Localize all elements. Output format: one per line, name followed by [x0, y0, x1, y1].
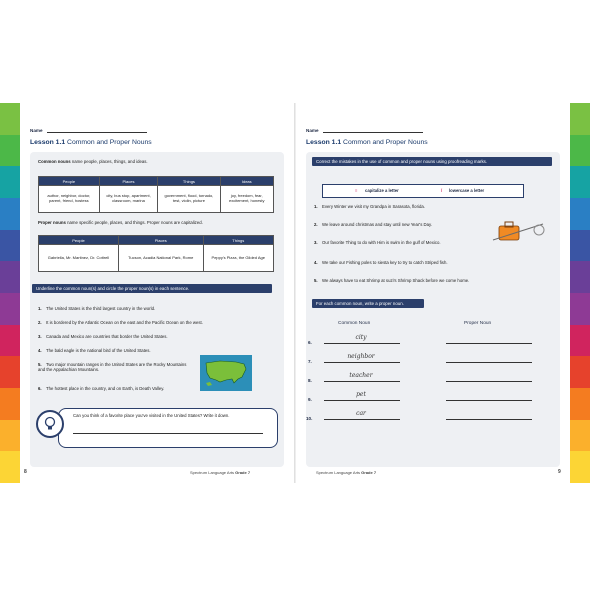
table-cell: joy, freedom, fear, excitement, honesty	[220, 186, 273, 213]
instruction-banner: Underline the common noun(s) and circle the proper noun(s) in each sentence.	[32, 284, 272, 293]
exercise-item: 2. It is bordered by the Atlantic Ocean on the east and the Pacific Ocean on the west.	[38, 320, 203, 325]
right-page	[296, 103, 570, 483]
table-cell: Gabriella, Mr. Martinez, Dr. Cottrell	[39, 245, 119, 272]
table-cell: city, bus stop, apartment, classroom, marina	[99, 186, 158, 213]
table-header: Ideas	[220, 177, 273, 186]
proper-noun-answer-line[interactable]	[446, 343, 532, 344]
lightbulb-icon	[36, 410, 64, 438]
name-label: Name	[306, 128, 423, 133]
common-noun-line	[324, 362, 400, 363]
common-noun-word: teacher	[349, 372, 373, 379]
instruction-banner: Correct the mistakes in the use of common and proper nouns using proofreading marks.	[312, 157, 552, 166]
table-cell: Tucson, Acadia National Park, Rome	[118, 245, 203, 272]
row-number: 6.	[308, 340, 312, 345]
proper-noun-table	[38, 235, 274, 272]
exercise-item: 5. We always have to eat Shrimp at suzi's Shrimp Shack before we come home.	[314, 278, 470, 283]
lowercase-mark-label: lowercase a letter	[449, 188, 485, 193]
answer-line[interactable]	[73, 433, 263, 434]
proper-noun-answer-line[interactable]	[446, 419, 532, 420]
common-noun-line	[324, 400, 400, 401]
common-noun-word: city	[355, 334, 367, 341]
exercise-item: 6. The hottest place in the country, and on Earth, is Death Valley.	[38, 386, 165, 391]
lesson-title: Lesson 1.1 Common and Proper Nouns	[30, 139, 152, 146]
table-cell: Peppy's Pizza, the Gilded Age	[203, 245, 273, 272]
exercise-item: 1. Every Winter we visit my Grandpa in Sarasota, florida.	[314, 204, 425, 209]
capitalize-mark-icon: ≡	[355, 188, 358, 193]
common-noun-line	[324, 381, 400, 382]
table-header: Places	[99, 177, 158, 186]
left-color-strip	[0, 103, 20, 483]
table-header: People	[39, 236, 119, 245]
exercise-item: 4. The bald eagle is the national bird of the United States.	[38, 348, 151, 353]
table-header: People	[39, 177, 100, 186]
proper-noun-answer-line[interactable]	[446, 400, 532, 401]
common-noun-line	[324, 343, 400, 344]
footer-left: Spectrum Language Arts Grade 7	[190, 470, 251, 475]
exercise-item: 1. The United States is the third largest country in the world.	[38, 306, 156, 311]
column-header-proper: Proper Noun	[464, 321, 492, 326]
table-cell: author, neighbor, doctor, parent, friend, hostess	[39, 186, 100, 213]
common-noun-word: pet	[356, 391, 366, 398]
prompt-text: Can you think of a favorite place you've visited in the United States? Write it down.	[73, 413, 230, 418]
page-number-left: 8	[24, 469, 27, 475]
lesson-title: Lesson 1.1 Common and Proper Nouns	[306, 139, 428, 146]
left-page	[20, 103, 294, 483]
common-noun-line	[324, 419, 400, 420]
exercise-item: 3. Our favorite Thing to do with Him is swim in the gulf of Mexico.	[314, 240, 441, 245]
proper-noun-answer-line[interactable]	[446, 362, 532, 363]
common-noun-word: car	[356, 410, 366, 417]
right-color-strip	[570, 103, 590, 483]
fishing-gear-image	[491, 216, 551, 246]
exercise-item: 3. Canada and Mexico are countries that border the United States.	[38, 334, 168, 339]
proper-noun-answer-line[interactable]	[446, 381, 532, 382]
exercise-item: 5. Two major mountain ranges in the United States are the Rocky Mountains and the Appalachian Mountains.	[38, 362, 187, 373]
instruction-banner-2: For each common noun, write a proper noun.	[312, 299, 424, 308]
prompt-box	[58, 408, 278, 448]
page-number-right: 9	[558, 469, 561, 475]
table-cell: government, flood, tornado, test, violin, picture	[158, 186, 220, 213]
us-map-image	[200, 355, 252, 391]
proper-noun-definition: Proper nouns name specific people, places, and things. Proper nouns are capitalized.	[38, 220, 203, 225]
exercise-item: 2. We leave around christmas and stay until new Year's Day.	[314, 222, 433, 227]
table-header: Places	[118, 236, 203, 245]
column-header-common: Common Noun	[338, 321, 371, 326]
footer-right: Spectrum Language Arts Grade 7	[316, 470, 377, 475]
lowercase-mark-icon: /	[441, 188, 443, 193]
exercise-item: 4. We take our Fishing poles to siesta key to try to catch Striped fish.	[314, 260, 448, 265]
name-line[interactable]	[47, 132, 147, 133]
name-line[interactable]	[323, 132, 423, 133]
common-noun-word: neighbor	[347, 353, 375, 360]
table-header: Things	[203, 236, 273, 245]
capitalize-mark-label: capitalize a letter	[365, 188, 399, 193]
row-number: 10.	[306, 416, 313, 421]
proofreading-marks-key	[322, 184, 524, 198]
common-noun-definition: Common nouns name people, places, things, and ideas.	[38, 159, 148, 164]
name-label: Name	[30, 128, 147, 133]
row-number: 9.	[308, 397, 312, 402]
common-noun-table	[38, 176, 274, 213]
row-number: 8.	[308, 378, 312, 383]
row-number: 7.	[308, 359, 312, 364]
table-header: Things	[158, 177, 220, 186]
